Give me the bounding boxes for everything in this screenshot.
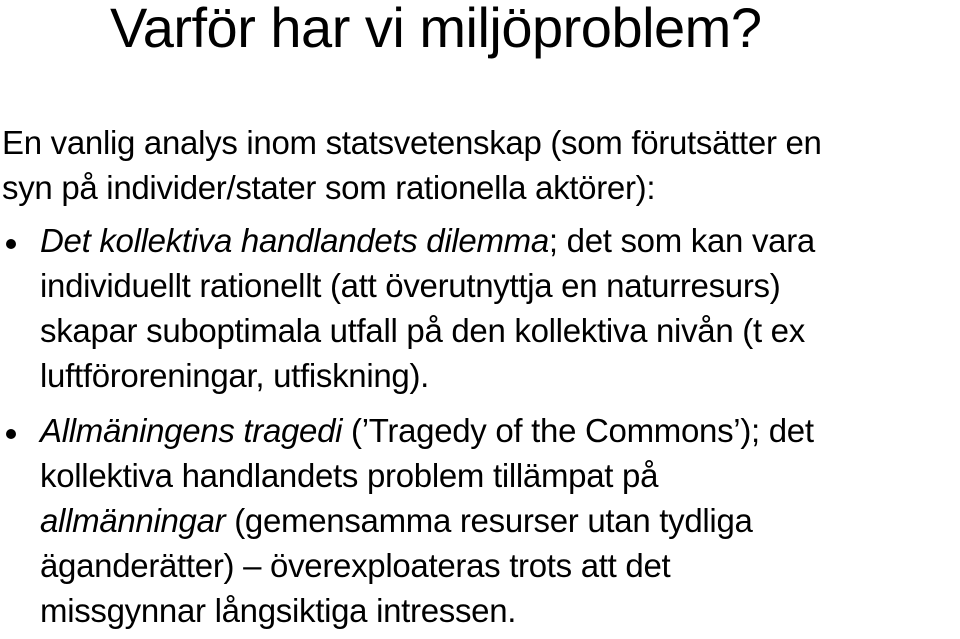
bullet-text: (’Tragedy of the Commons’); det <box>342 412 814 449</box>
bullet-text: (gemensamma resurser utan tydliga <box>225 502 753 539</box>
bullet-line: luftföroreningar, utfiskning). <box>40 357 430 394</box>
bullet-line <box>40 408 958 453</box>
slide-title: Varför har vi miljöproblem? <box>110 0 762 59</box>
bullet-term: Det kollektiva handlandets dilemma <box>40 222 549 259</box>
bullet-icon <box>6 429 16 439</box>
bullet-line: skapar suboptimala utfall på den kollektiva nivån (t ex <box>40 312 805 349</box>
bullet-text: ; det som kan vara <box>548 222 815 259</box>
bullet-line: missgynnar långsiktiga intressen. <box>40 592 517 629</box>
bullet-line <box>40 218 958 263</box>
intro-line: syn på individer/stater som rationella aktörer): <box>2 169 656 206</box>
bullet-list <box>0 218 958 633</box>
bullet-icon <box>6 239 16 249</box>
bullet-line: kollektiva handlandets problem tillämpat på <box>40 457 659 494</box>
bullet-term: allmänningar <box>40 502 226 539</box>
bullet-line <box>40 498 958 543</box>
intro-line: En vanlig analys inom statsvetenskap (som förutsätter en <box>2 124 822 161</box>
bullet-term: Allmäningens tragedi <box>40 412 343 449</box>
bullet-line: äganderätter) – överexploateras trots att det <box>40 547 671 584</box>
bullet-item-collective-action <box>0 218 958 398</box>
bullet-item-tragedy-of-commons <box>0 408 958 633</box>
intro-paragraph <box>2 120 952 210</box>
bullet-line: individuellt rationellt (att överutnyttja en naturresurs) <box>40 267 781 304</box>
